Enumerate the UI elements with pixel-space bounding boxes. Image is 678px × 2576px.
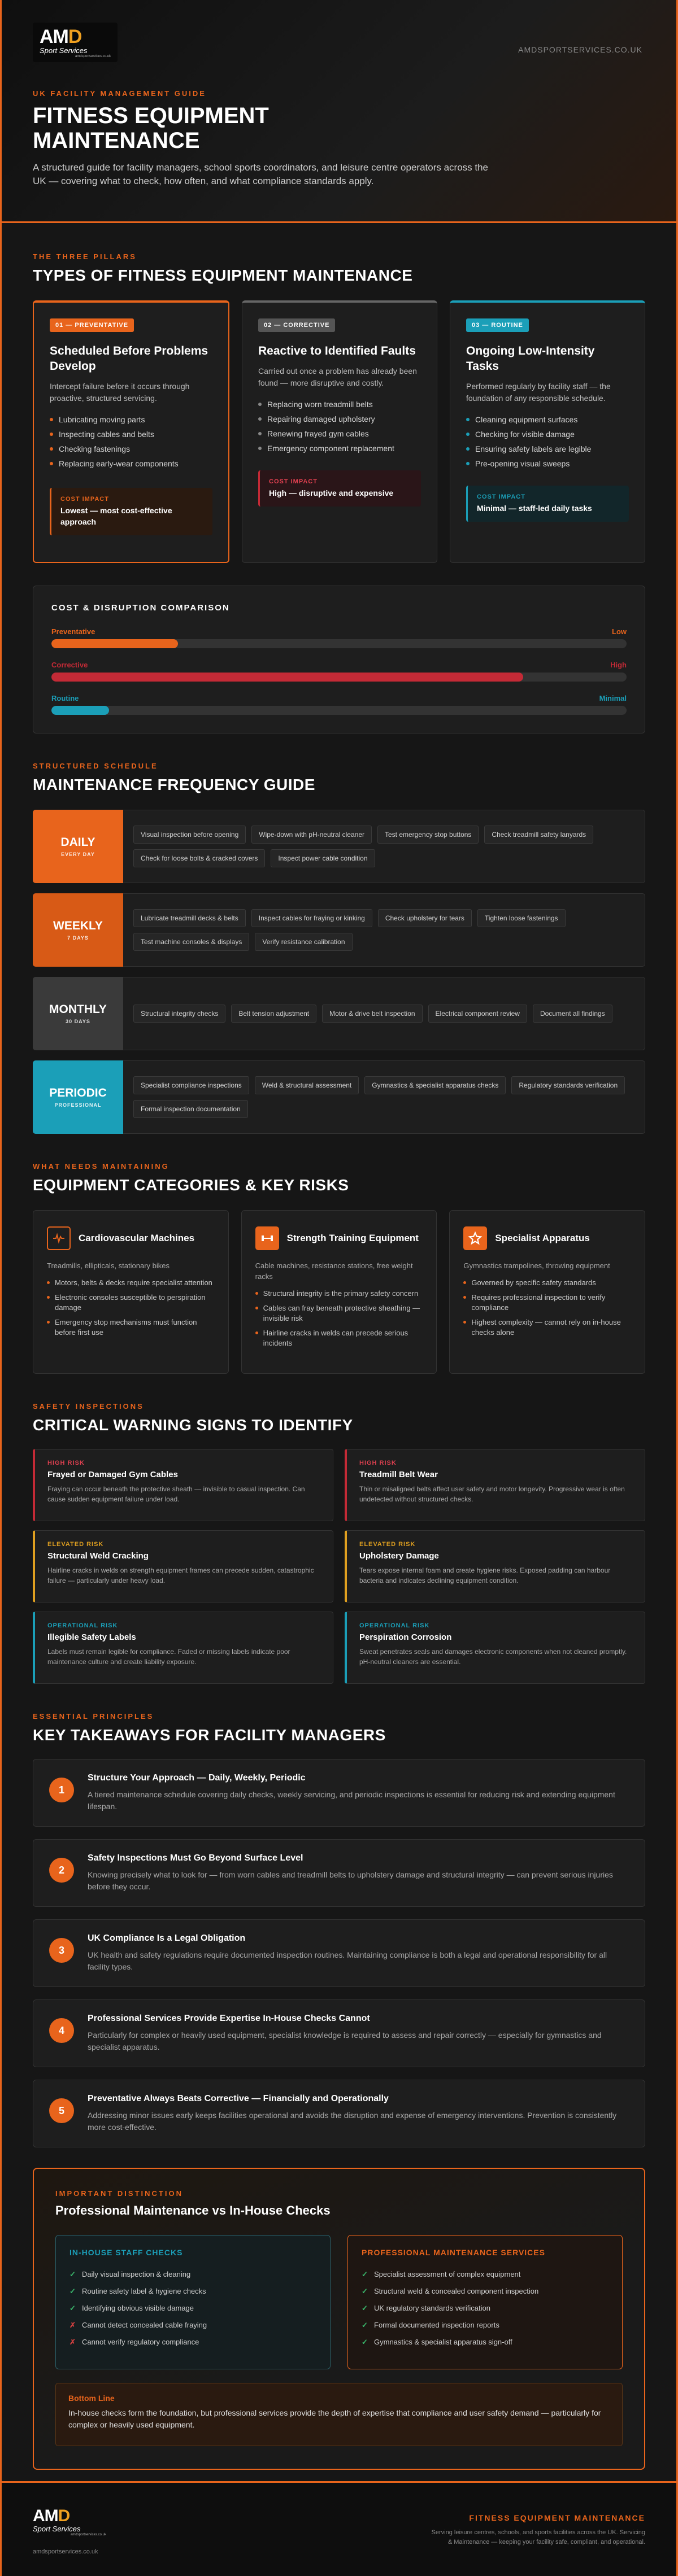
footer-title: FITNESS EQUIPMENT MAINTENANCE — [469, 2513, 645, 2522]
risk-level-label: HIGH RISK — [359, 1460, 397, 1466]
frequency-interval: EVERY DAY — [61, 852, 95, 857]
header-site-link[interactable]: AMDSPORTSERVICES.CO.UK — [518, 45, 642, 54]
warning-description: Tears expose internal foam and create hygiene risks. Exposed padding can harbour bacteria and indicates declining equipment condition. — [359, 1566, 611, 1584]
list-item: Inspecting cables and belts — [50, 427, 212, 442]
section-title: EQUIPMENT CATEGORIES & KEY RISKS — [33, 1176, 349, 1194]
comparison-row — [51, 627, 627, 648]
category-card — [241, 1210, 437, 1374]
check-icon: ✓ — [362, 2270, 368, 2278]
category-title: Specialist Apparatus — [495, 1233, 590, 1243]
cost-impact-box — [466, 486, 629, 522]
comparison-bar-track — [51, 639, 627, 648]
pillar-description: Intercept failure before it occurs through proactive, structured servicing. — [50, 382, 190, 403]
logo-text-b: D — [68, 26, 82, 47]
list-item: Replacing early-wear components — [50, 456, 212, 471]
pillar-bullet-list — [258, 397, 421, 456]
takeaway-title: Structure Your Approach — Daily, Weekly, Periodic — [88, 1773, 306, 1783]
comparison-labels — [51, 694, 627, 702]
takeaway-title: Preventative Always Beats Corrective — Financially and Operationally — [88, 2094, 389, 2103]
task-chip: Visual inspection before opening — [133, 826, 246, 844]
footer-logo[interactable] — [33, 2508, 106, 2542]
frequency-task-list — [123, 1060, 645, 1134]
check-icon: ✓ — [362, 2304, 368, 2312]
takeaway-body — [88, 1933, 629, 1973]
footer-description: Serving leisure centres, schools, and sports facilities across the UK. Servicing & Maintenance — keeping your facility safe, compliant, and operational. — [431, 2529, 645, 2546]
comparison-name: Preventative — [51, 627, 95, 636]
warning-card — [33, 1530, 333, 1603]
check-icon: ✓ — [362, 2287, 368, 2295]
category-card — [33, 1210, 229, 1374]
category-header — [463, 1226, 631, 1250]
inhouse-title: IN-HOUSE STAFF CHECKS — [69, 2248, 183, 2257]
distinction-card — [33, 2168, 645, 2470]
list-item-text: Specialist assessment of complex equipment — [374, 2270, 521, 2278]
cost-impact-value: Minimal — staff-led daily tasks — [477, 504, 592, 513]
comparison-bar-fill — [51, 706, 109, 715]
logo-url: amdsportservices.co.uk — [70, 2533, 106, 2536]
risk-level-label: OPERATIONAL RISK — [47, 1622, 118, 1629]
task-chip: Check treadmill safety lanyards — [484, 826, 593, 844]
check-icon: ✓ — [69, 2287, 76, 2295]
warning-card — [33, 1449, 333, 1521]
frequency-row-weekly — [33, 893, 645, 967]
task-chip: Electrical component review — [428, 1005, 527, 1023]
warning-title: Perspiration Corrosion — [359, 1632, 452, 1642]
category-title: Cardiovascular Machines — [79, 1233, 195, 1243]
task-chip: Gymnastics & specialist apparatus checks — [364, 1076, 506, 1094]
pillar-description: Performed regularly by facility staff — the foundation of any responsible schedule. — [466, 382, 611, 403]
takeaway-title: UK Compliance Is a Legal Obligation — [88, 1933, 246, 1943]
cost-impact-box — [50, 488, 212, 535]
frequency-task-list — [123, 893, 645, 967]
risk-level-label: ELEVATED RISK — [47, 1541, 104, 1548]
section-kicker: WHAT NEEDS MAINTAINING — [33, 1162, 169, 1171]
list-item: Repairing damaged upholstery — [258, 412, 421, 426]
takeaway-card — [33, 1759, 645, 1827]
category-risk-list — [463, 1278, 631, 1338]
frequency-interval: 7 DAYS — [67, 935, 89, 941]
comparison-bar-fill — [51, 639, 178, 648]
list-item-text: Routine safety label & hygiene checks — [82, 2287, 206, 2295]
task-chip: Weld & structural assessment — [255, 1076, 359, 1094]
page-title: FITNESS EQUIPMENT MAINTENANCE — [33, 103, 269, 153]
check-icon: ✓ — [69, 2270, 76, 2278]
cost-impact-value: Lowest — most cost-effective approach — [60, 506, 172, 526]
list-item — [69, 2283, 316, 2300]
list-item — [362, 2283, 609, 2300]
bottom-line-text: In-house checks form the foundation, but professional services provide the depth of expertise that compliance and user safety demand — particularly for complex or heavily used equipment. — [68, 2408, 601, 2429]
frequency-label — [33, 810, 123, 883]
category-header — [47, 1226, 215, 1250]
category-title: Strength Training Equipment — [286, 1233, 419, 1243]
warning-title: Upholstery Damage — [359, 1551, 439, 1561]
task-chip: Inspect cables for fraying or kinking — [251, 909, 372, 927]
bottom-line-label: Bottom Line — [68, 2394, 115, 2403]
task-chip: Belt tension adjustment — [231, 1005, 316, 1023]
comparison-bar-track — [51, 706, 627, 715]
category-card — [449, 1210, 645, 1374]
frequency-name: WEEKLY — [53, 919, 103, 932]
pillar-description: Carried out once a problem has already been found — more disruptive and costly. — [258, 366, 417, 387]
list-item-text: UK regulatory standards verification — [374, 2304, 490, 2312]
list-item: Emergency stop mechanisms must function before first use — [47, 1317, 215, 1338]
logo-text-a: AM — [33, 2507, 58, 2525]
takeaway-description: Addressing minor issues early keeps facilities operational and avoids the disruption and expense of emergency interventions. Prevention is consistently more cost-effective. — [88, 2111, 617, 2132]
frequency-label — [33, 893, 123, 967]
distinction-title: Professional Maintenance vs In-House Checks — [55, 2203, 331, 2217]
list-item-text: Cannot verify regulatory compliance — [82, 2338, 199, 2346]
takeaway-number: 4 — [49, 2018, 74, 2043]
footer-url-link[interactable]: amdsportservices.co.uk — [33, 2548, 98, 2555]
takeaway-title: Professional Services Provide Expertise In-House Checks Cannot — [88, 2014, 370, 2023]
list-item-text: Daily visual inspection & cleaning — [82, 2270, 191, 2278]
logo-url: amdsportservices.co.uk — [75, 55, 111, 58]
list-item: Replacing worn treadmill belts — [258, 397, 421, 412]
takeaway-body — [88, 1773, 629, 1813]
list-item: Lubricating moving parts — [50, 412, 212, 427]
warning-title: Structural Weld Cracking — [47, 1551, 149, 1561]
pillar-tag: 01 — PREVENTATIVE — [50, 318, 134, 332]
warning-title: Treadmill Belt Wear — [359, 1470, 438, 1479]
frequency-task-list — [123, 810, 645, 883]
frequency-label — [33, 1060, 123, 1134]
section-kicker: STRUCTURED SCHEDULE — [33, 762, 158, 770]
takeaway-description: UK health and safety regulations require documented inspection routines. Maintaining compliance is both a legal and operational responsibility for all facility types. — [88, 1950, 607, 1971]
section-title: CRITICAL WARNING SIGNS TO IDENTIFY — [33, 1416, 353, 1434]
comparison-level: High — [610, 661, 627, 669]
takeaway-body — [88, 2014, 629, 2053]
task-chip: Regulatory standards verification — [511, 1076, 625, 1094]
frequency-row-periodic — [33, 1060, 645, 1134]
list-item: Renewing frayed gym cables — [258, 426, 421, 441]
frequency-section — [2, 762, 676, 1134]
cross-icon: ✗ — [69, 2338, 76, 2346]
list-item: Requires professional inspection to verify compliance — [463, 1293, 631, 1313]
warning-title: Frayed or Damaged Gym Cables — [47, 1470, 178, 1479]
frequency-task-list — [123, 977, 645, 1050]
logo-text-b: D — [58, 2507, 70, 2525]
frequency-row-daily — [33, 810, 645, 883]
takeaway-description: A tiered maintenance schedule covering daily checks, weekly servicing, and periodic inspections is essential for reducing risk and extending equipment lifespan. — [88, 1790, 615, 1811]
takeaway-number: 1 — [49, 1778, 74, 1802]
frequency-row-monthly — [33, 977, 645, 1050]
takeaway-number: 5 — [49, 2098, 74, 2123]
takeaway-description: Particularly for complex or heavily used equipment, specialist knowledge is required to assess and repair correctly — especially for gymnastics and specialist apparatus. — [88, 2031, 602, 2051]
warning-card — [345, 1449, 645, 1521]
list-item-text: Cannot detect concealed cable fraying — [82, 2321, 207, 2329]
inhouse-checks-column — [55, 2235, 331, 2369]
cost-impact-value: High — disruptive and expensive — [269, 488, 394, 497]
cost-comparison-card — [33, 586, 645, 733]
list-item — [69, 2317, 316, 2334]
task-chip: Lubricate treadmill decks & belts — [133, 909, 246, 927]
category-risk-list — [255, 1289, 423, 1348]
takeaway-body — [88, 1853, 629, 1893]
star-icon — [463, 1226, 487, 1250]
task-chip: Inspect power cable condition — [271, 849, 375, 867]
comparison-row — [51, 694, 627, 715]
cost-impact-label: COST IMPACT — [269, 478, 318, 485]
cross-icon: ✗ — [69, 2321, 76, 2329]
takeaway-title: Safety Inspections Must Go Beyond Surface Level — [88, 1853, 303, 1863]
comparison-name: Routine — [51, 694, 79, 702]
pillar-title: Reactive to Identified Faults — [258, 344, 416, 357]
frequency-interval: 30 DAYS — [66, 1019, 90, 1024]
takeaway-card — [33, 2080, 645, 2147]
list-item: Cables can fray beneath protective sheathing — invisible risk — [255, 1303, 423, 1324]
list-item — [69, 2266, 316, 2283]
warning-card — [345, 1530, 645, 1603]
frequency-label — [33, 977, 123, 1050]
list-item: Pre-opening visual sweeps — [466, 456, 629, 471]
section-kicker: ESSENTIAL PRINCIPLES — [33, 1712, 154, 1721]
warning-description: Thin or misaligned belts affect user safety and motor longevity. Progressive wear is often undetected without structured checks. — [359, 1485, 625, 1503]
comparison-bar-track — [51, 673, 627, 682]
categories-section — [2, 1162, 676, 1374]
comparison-bar-fill — [51, 673, 523, 682]
comparison-name: Corrective — [51, 661, 88, 669]
task-chip: Tighten loose fastenings — [477, 909, 566, 927]
list-item — [69, 2300, 316, 2317]
task-chip: Wipe-down with pH-neutral cleaner — [251, 826, 372, 844]
takeaway-description: Knowing precisely what to look for — from worn cables and treadmill belts to upholstery damage and structural integrity — can prevent serious injuries before they occur. — [88, 1870, 613, 1891]
comparison-level: Minimal — [599, 694, 627, 702]
list-item: Cleaning equipment surfaces — [466, 412, 629, 427]
task-chip: Motor & drive belt inspection — [322, 1005, 422, 1023]
task-chip: Specialist compliance inspections — [133, 1076, 249, 1094]
footer — [2, 2481, 676, 2576]
list-item: Governed by specific safety standards — [463, 1278, 631, 1288]
section-kicker: SAFETY INSPECTIONS — [33, 1402, 144, 1411]
list-item-text: Structural weld & concealed component inspection — [374, 2287, 539, 2295]
task-chip: Check for loose bolts & cracked covers — [133, 849, 265, 867]
comparison-labels — [51, 661, 627, 669]
pillar-card-routine — [450, 300, 645, 563]
list-item: Ensuring safety labels are legible — [466, 442, 629, 456]
list-item — [69, 2334, 316, 2351]
category-description: Gymnastics trampolines, throwing equipment — [463, 1261, 610, 1270]
risk-level-label: OPERATIONAL RISK — [359, 1622, 430, 1629]
professional-title: PROFESSIONAL MAINTENANCE SERVICES — [362, 2248, 545, 2257]
professional-services-column — [347, 2235, 623, 2369]
check-icon: ✓ — [69, 2304, 76, 2312]
header — [2, 0, 676, 223]
dumbbell-icon — [255, 1226, 279, 1250]
pillars-section — [2, 252, 676, 733]
warning-description: Sweat penetrates seals and damages electronic components when not cleaned promptly. pH-neutral cleaners are essential. — [359, 1648, 627, 1666]
warning-card — [33, 1612, 333, 1684]
pillar-card-preventative — [33, 300, 229, 563]
pillar-bullet-list — [50, 412, 212, 471]
pillar-bullet-list — [466, 412, 629, 471]
takeaway-card — [33, 1919, 645, 1987]
category-risk-list — [47, 1278, 215, 1338]
list-item-text: Formal documented inspection reports — [374, 2321, 499, 2329]
category-description: Cable machines, resistance stations, free weight racks — [255, 1261, 413, 1281]
logo-subtitle: Sport Services — [40, 46, 88, 55]
frequency-name: DAILY — [60, 836, 95, 849]
section-title: MAINTENANCE FREQUENCY GUIDE — [33, 776, 315, 793]
bottom-line-callout — [55, 2383, 623, 2446]
risk-level-label: ELEVATED RISK — [359, 1541, 416, 1548]
warning-description: Labels must remain legible for compliance. Faded or missing labels indicate poor maintenance culture and create liability exposure. — [47, 1648, 290, 1666]
pillar-tag: 02 — CORRECTIVE — [258, 318, 335, 332]
list-item: Structural integrity is the primary safety concern — [255, 1289, 423, 1299]
comparison-labels — [51, 627, 627, 636]
frequency-name: PERIODIC — [49, 1086, 107, 1099]
task-chip: Test machine consoles & displays — [133, 933, 249, 951]
task-chip: Test emergency stop buttons — [377, 826, 479, 844]
takeaways-section — [2, 1712, 676, 2470]
comparison-row — [51, 661, 627, 682]
distinction-kicker: IMPORTANT DISTINCTION — [55, 2189, 183, 2198]
risk-level-label: HIGH RISK — [47, 1460, 85, 1466]
list-item — [362, 2334, 609, 2351]
heartbeat-icon — [47, 1226, 71, 1250]
check-icon: ✓ — [362, 2338, 368, 2346]
task-chip: Verify resistance calibration — [255, 933, 352, 951]
pillar-tag: 03 — ROUTINE — [466, 318, 529, 332]
list-item: Hairline cracks in welds can precede serious incidents — [255, 1328, 423, 1348]
section-title: TYPES OF FITNESS EQUIPMENT MAINTENANCE — [33, 267, 413, 284]
takeaway-card — [33, 1839, 645, 1907]
header-intro: A structured guide for facility managers, school sports coordinators, and leisure centre operators across the UK — covering what to check, how often, and what compliance standards apply. — [33, 162, 489, 186]
list-item-text: Identifying obvious visible damage — [82, 2304, 194, 2312]
cost-impact-box — [258, 470, 421, 507]
list-item — [362, 2266, 609, 2283]
list-item: Checking for visible damage — [466, 427, 629, 442]
task-chip: Document all findings — [533, 1005, 612, 1023]
list-item — [362, 2317, 609, 2334]
list-item: Highest complexity — cannot rely on in-house checks alone — [463, 1317, 631, 1338]
warning-title: Illegible Safety Labels — [47, 1632, 136, 1642]
list-item: Checking fastenings — [50, 442, 212, 456]
takeaway-number: 2 — [49, 1858, 74, 1883]
cost-impact-label: COST IMPACT — [60, 496, 109, 503]
task-chip: Formal inspection documentation — [133, 1100, 248, 1118]
comparison-title: COST & DISRUPTION COMPARISON — [51, 603, 230, 613]
list-item-text: Gymnastics & specialist apparatus sign-off — [374, 2338, 512, 2346]
category-description: Treadmills, ellipticals, stationary bikes — [47, 1261, 169, 1270]
pillar-card-corrective — [242, 300, 437, 563]
logo-subtitle: Sport Services — [33, 2525, 81, 2533]
takeaway-card — [33, 1999, 645, 2067]
cost-impact-label: COST IMPACT — [477, 494, 525, 500]
task-chip: Structural integrity checks — [133, 1005, 225, 1023]
takeaway-number: 3 — [49, 1938, 74, 1963]
brand-logo[interactable] — [33, 23, 118, 62]
frequency-interval: PROFESSIONAL — [54, 1102, 102, 1108]
list-item — [362, 2300, 609, 2317]
warnings-section — [2, 1402, 676, 1684]
warning-description: Fraying can occur beneath the protective sheath — invisible to casual inspection. Can cause sudden equipment failure under load. — [47, 1485, 305, 1503]
list-item: Motors, belts & decks require specialist attention — [47, 1278, 215, 1288]
list-item: Emergency component replacement — [258, 441, 421, 456]
list-item: Electronic consoles susceptible to perspiration damage — [47, 1293, 215, 1313]
task-chip: Check upholstery for tears — [378, 909, 472, 927]
warning-description: Hairline cracks in welds on strength equipment frames can precede sudden, catastrophic failure — particularly under heavy load. — [47, 1566, 314, 1584]
check-icon: ✓ — [362, 2321, 368, 2329]
takeaway-body — [88, 2094, 629, 2133]
logo-text-a: AM — [40, 26, 68, 47]
frequency-name: MONTHLY — [49, 1003, 107, 1016]
section-title: KEY TAKEAWAYS FOR FACILITY MANAGERS — [33, 1726, 386, 1744]
comparison-level: Low — [612, 627, 627, 636]
pillar-title: Ongoing Low-Intensity Tasks — [466, 344, 595, 373]
category-header — [255, 1226, 423, 1250]
section-kicker: THE THREE PILLARS — [33, 252, 137, 261]
warning-card — [345, 1612, 645, 1684]
header-kicker: UK FACILITY MANAGEMENT GUIDE — [33, 89, 206, 98]
pillar-title: Scheduled Before Problems Develop — [50, 344, 208, 373]
